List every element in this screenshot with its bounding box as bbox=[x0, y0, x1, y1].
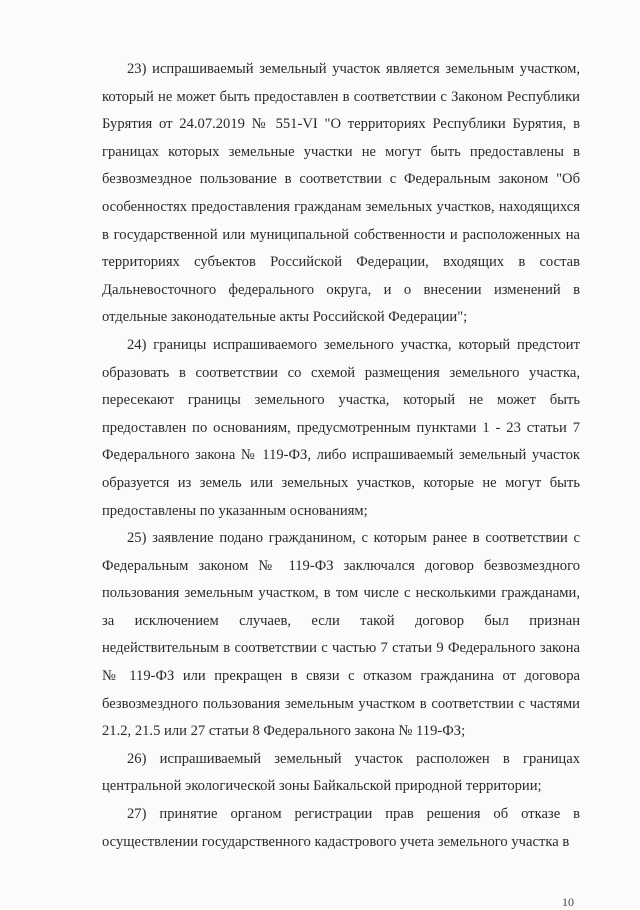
page-number: 10 bbox=[562, 895, 574, 909]
paragraph-23: 23) испрашиваемый земельный участок является земельным участком, который не может быть предоставлен в соответствии с Законом Республики Бурятия от 24.07.2019 № 551-VI "О территориях Республики Бурятия, в границах которых земельные участки не могут быть предоставлены в безвозмездное пользование в соответствии с Федеральным законом "Об особенностях предоставления гражданам земельных участков, находящихся в государственной или муниципальной собственности и расположенных на территориях субъектов Российской Федерации, входящих в состав Дальневосточного федерального округа, и о внесении изменений в отдельные законодательные акты Российской Федерации"; bbox=[102, 61, 580, 326]
paragraph-26: 26) испрашиваемый земельный участок расположен в границах центральной экологической зоны Байкальской природной территории; bbox=[102, 750, 580, 795]
paragraph-24: 24) границы испрашиваемого земельного участка, который предстоит образовать в соответствии со схемой размещения земельного участка, пересекают границы земельного участка, который не может быть предоставлен по основаниям, предусмотренным пунктами 1 - 23 статьи 7 Федерального закона № 119-ФЗ, либо испрашиваемый земельный участок образуется из земель или земельных участков, которые не могут быть предоставлены по указанным основаниям; bbox=[102, 336, 580, 519]
paragraph-27: 27) принятие органом регистрации прав решения об отказе в осуществлении государственного кадастрового учета земельного участка в bbox=[102, 806, 580, 850]
document-body bbox=[102, 56, 580, 856]
paragraph-25: 25) заявление подано гражданином, с которым ранее в соответствии с Федеральным законом № 119-ФЗ заключался договор безвозмездного пользования земельным участком, в том числе с несколькими гражданами, за исключением случаев, если такой договор был признан недействительным в соответствии с частью 7 статьи 9 Федерального закона № 119-ФЗ или прекращен в связи с отказом гражданина от договора безвозмездного пользования земельным участком в соответствии с частями 21.2, 21.5 или 27 статьи 8 Федерального закона № 119-ФЗ; bbox=[102, 530, 580, 740]
